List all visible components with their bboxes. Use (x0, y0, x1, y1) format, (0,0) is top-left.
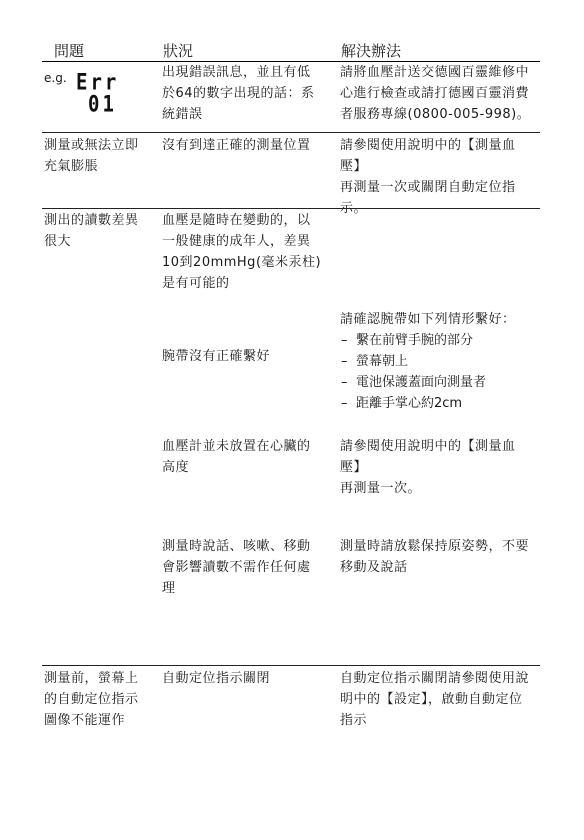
row-divider-1 (42, 132, 540, 133)
wristband-checklist (340, 330, 486, 414)
example-label: e.g. (44, 71, 67, 85)
checklist-item: – 電池保護蓋面向測量者 (340, 372, 486, 393)
row3-sub2-solution-intro: 請確認腕帶如下列情形繫好： (340, 312, 516, 327)
checklist-item: – 繫在前臂手腕的部分 (340, 330, 486, 351)
row4-status: 自動定位指示關閉 (162, 671, 271, 686)
row-divider-3 (42, 665, 540, 666)
row3-sub3-status: 血壓計並未放置在心臟的 高度 (162, 439, 311, 475)
row-divider-2 (42, 208, 540, 209)
row3-sub4-solution: 測量時請放鬆保持原姿勢，不要 移動及說話 (340, 539, 530, 575)
row3-sub3-solution: 請參閱使用說明中的【測量血壓】 再測量一次。 (340, 439, 516, 496)
row4-solution: 自動定位指示關閉請參閱使用說 明中的【設定】，啟動自動定位 指示 (340, 671, 530, 728)
row3-sub4-status: 測量時說話、咳嗽、移動 會影響讀數不需作任何處 理 (162, 539, 311, 596)
row3-sub2-status: 腕帶沒有正確繫好 (162, 349, 271, 364)
error-display-line1: Err (76, 70, 120, 96)
row2-problem: 測量或無法立即 充氣膨脹 (44, 138, 139, 174)
error-display-line2: 01 (88, 92, 117, 118)
row2-status: 沒有到達正確的測量位置 (162, 138, 311, 153)
header-status: 狀況 (163, 42, 194, 60)
header-problem: 問題 (54, 42, 85, 60)
row2-solution: 請參閱使用說明中的【測量血壓】 再測量一次或關閉自動定位指示。 (340, 138, 516, 216)
row3-problem: 測出的讀數差異 很大 (44, 213, 139, 249)
row1-status: 出現錯誤訊息，並且有低 於64的數字出現的話：系 統錯誤 (162, 65, 315, 122)
checklist-item: – 螢幕朝上 (340, 351, 486, 372)
row4-problem: 測量前，螢幕上 的自動定位指示 圖像不能運作 (44, 671, 139, 728)
header-solution: 解決辦法 (341, 42, 402, 60)
row3-sub1-status: 血壓是隨時在變動的，以 一般健康的成年人，差異 10到20mmHg(毫米汞柱) 是有可能的 (162, 213, 322, 291)
checklist-item: – 距離手掌心約2cm (340, 393, 486, 414)
row1-solution: 請將血壓計送交德國百靈維修中 心進行檢查或請打德國百靈消費 者服務專線(0800-005-998)。 (340, 65, 531, 122)
